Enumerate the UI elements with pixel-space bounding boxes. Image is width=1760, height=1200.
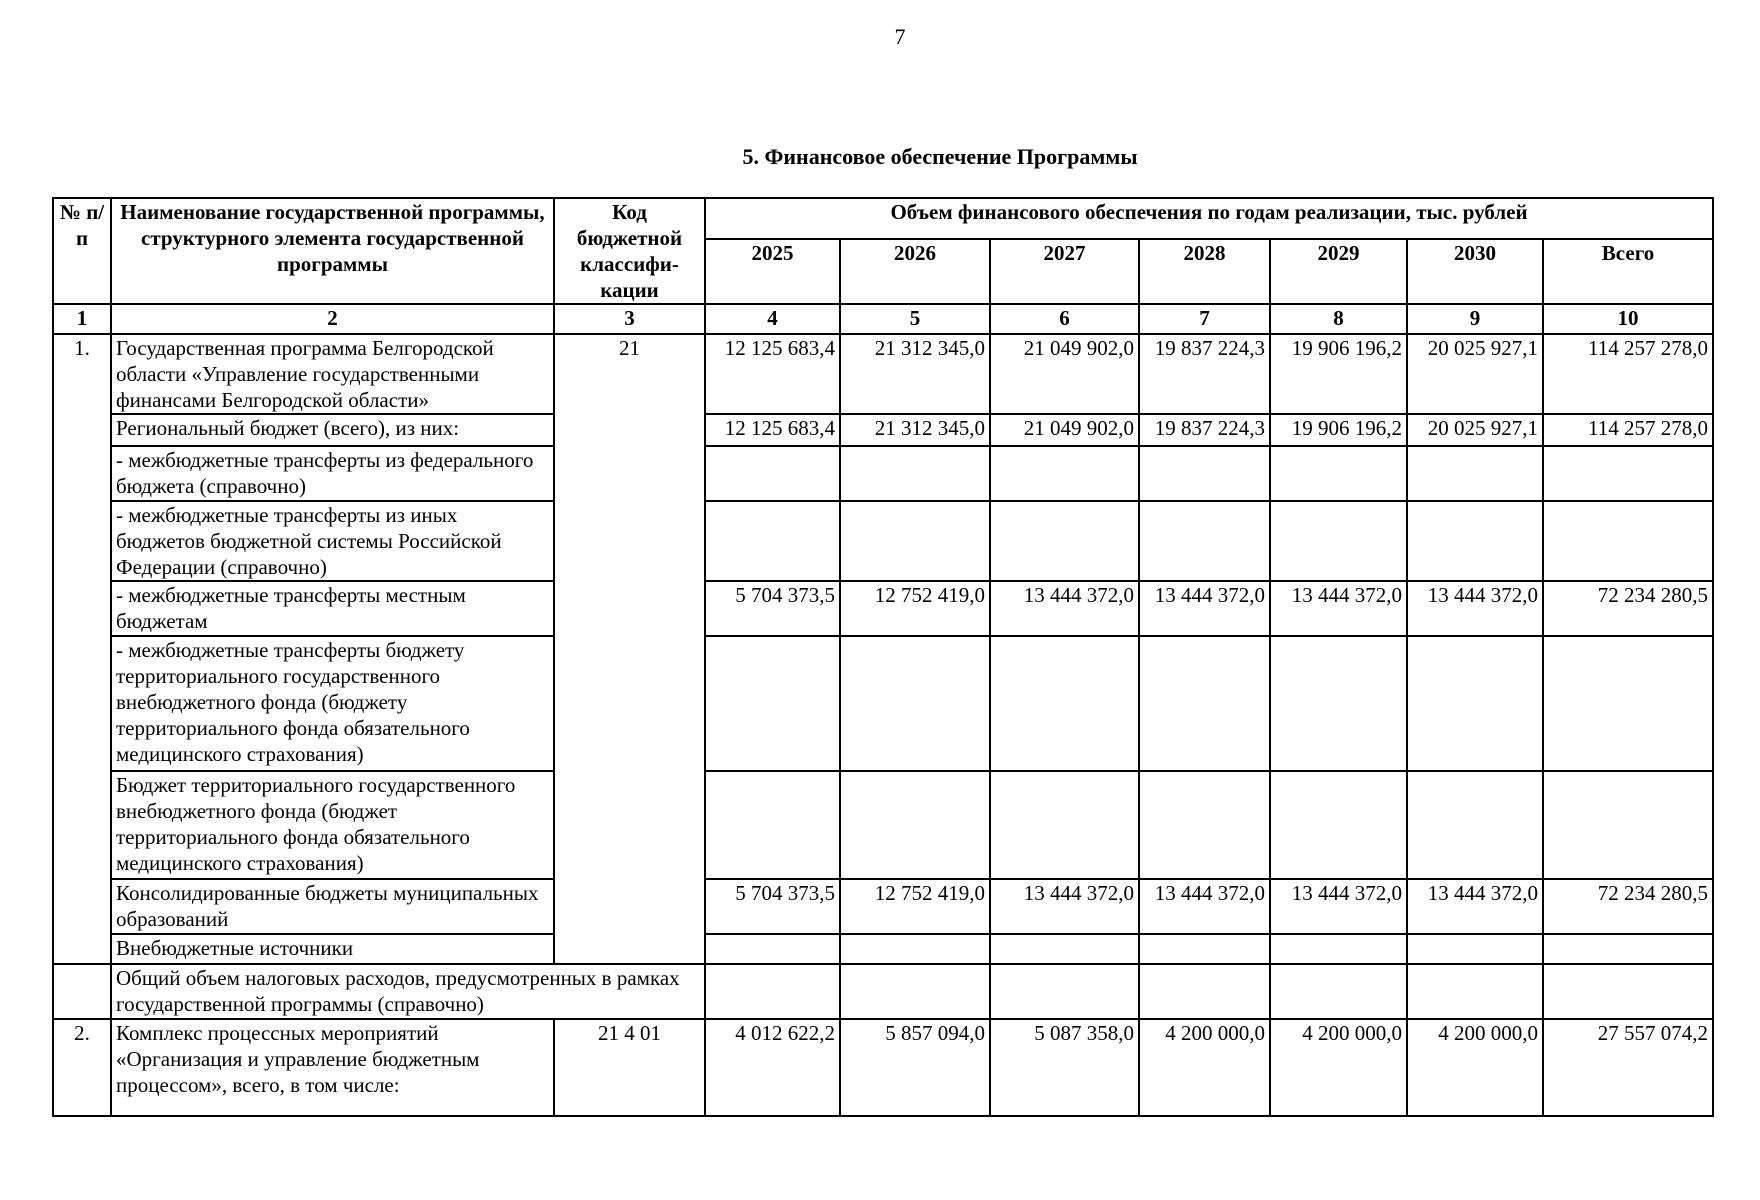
header-year: 2025: [705, 239, 840, 304]
value-cell: 12 125 683,4: [705, 334, 840, 414]
table-row: [53, 879, 1713, 934]
value-cell: [1270, 501, 1407, 581]
value-cell: [1543, 771, 1713, 879]
index-cell: 7: [1139, 304, 1270, 334]
value-cell: [1139, 636, 1270, 771]
value-cell: 13 444 372,0: [1139, 581, 1270, 636]
page-number: 7: [894, 24, 906, 49]
value-cell: 12 752 419,0: [840, 879, 990, 934]
value-cell: 13 444 372,0: [990, 581, 1139, 636]
value-cell: 12 125 683,4: [705, 414, 840, 446]
header-row-top: [53, 198, 1713, 239]
value-cell: 19 837 224,3: [1139, 334, 1270, 414]
value-cell: [1543, 446, 1713, 501]
row-code: 21: [554, 334, 705, 964]
index-cell: 5: [840, 304, 990, 334]
index-cell: 2: [111, 304, 554, 334]
row-code: 21 4 01: [554, 1019, 705, 1116]
header-year: 2029: [1270, 239, 1407, 304]
value-cell: [1139, 964, 1270, 1019]
value-cell: 13 444 372,0: [1270, 879, 1407, 934]
row-name: Консолидированные бюджеты муниципальных образований: [111, 879, 554, 934]
value-cell: 5 087 358,0: [990, 1019, 1139, 1116]
row-name: Общий объем налоговых расходов, предусмотренных в рамках государственной программы (справочно): [111, 964, 705, 1019]
value-cell: 13 444 372,0: [1139, 879, 1270, 934]
value-cell: [1270, 771, 1407, 879]
value-cell: [705, 934, 840, 964]
value-cell: 19 906 196,2: [1270, 414, 1407, 446]
table-row: [53, 501, 1713, 581]
value-cell: [1407, 501, 1543, 581]
value-cell: [705, 501, 840, 581]
header-name: Наименование государственной программы, структурного элемента государственной программы: [111, 198, 554, 304]
row-name: - межбюджетные трансферты из федерального бюджета (справочно): [111, 446, 554, 501]
value-cell: [1407, 771, 1543, 879]
value-cell: [705, 446, 840, 501]
value-cell: 4 200 000,0: [1407, 1019, 1543, 1116]
value-cell: 114 257 278,0: [1543, 334, 1713, 414]
value-cell: 20 025 927,1: [1407, 414, 1543, 446]
value-cell: 21 049 902,0: [990, 414, 1139, 446]
table-row: [53, 964, 1713, 1019]
value-cell: [1543, 964, 1713, 1019]
value-cell: [705, 964, 840, 1019]
header-volume: Объем финансового обеспечения по годам реализации, тыс. рублей: [705, 198, 1713, 239]
value-cell: [840, 501, 990, 581]
row-name: Государственная программа Белгородской области «Управление государственными финансами Белгородской области»: [111, 334, 554, 414]
index-cell: 1: [53, 304, 111, 334]
value-cell: 27 557 074,2: [1543, 1019, 1713, 1116]
value-cell: 72 234 280,5: [1543, 879, 1713, 934]
value-cell: [1407, 964, 1543, 1019]
row-name: Региональный бюджет (всего), из них:: [111, 414, 554, 446]
index-cell: 8: [1270, 304, 1407, 334]
value-cell: 4 012 622,2: [705, 1019, 840, 1116]
table-row: [53, 446, 1713, 501]
value-cell: [1407, 934, 1543, 964]
index-cell: 4: [705, 304, 840, 334]
value-cell: 19 906 196,2: [1270, 334, 1407, 414]
index-cell: 3: [554, 304, 705, 334]
row-name: - межбюджетные трансферты бюджету территориального государственного внебюджетного фонда (бюджету территориального фонда обязательного медицинского страхования): [111, 636, 554, 771]
table-row: [53, 934, 1713, 964]
value-cell: 114 257 278,0: [1543, 414, 1713, 446]
header-year: 2026: [840, 239, 990, 304]
value-cell: [1270, 934, 1407, 964]
value-cell: 20 025 927,1: [1407, 334, 1543, 414]
row-name: - межбюджетные трансферты из иных бюджетов бюджетной системы Российской Федерации (справочно): [111, 501, 554, 581]
header-index-row: [53, 304, 1713, 334]
value-cell: [1270, 636, 1407, 771]
value-cell: 13 444 372,0: [1407, 581, 1543, 636]
value-cell: [840, 934, 990, 964]
value-cell: 21 312 345,0: [840, 334, 990, 414]
row-name: Внебюджетные источники: [111, 934, 554, 964]
index-cell: 6: [990, 304, 1139, 334]
value-cell: [990, 934, 1139, 964]
value-cell: 5 704 373,5: [705, 879, 840, 934]
table-row: [53, 334, 1713, 414]
row-num: 1.: [53, 334, 111, 964]
value-cell: 4 200 000,0: [1139, 1019, 1270, 1116]
value-cell: 72 234 280,5: [1543, 581, 1713, 636]
header-code: Код бюджетной классифи-кации: [554, 198, 705, 304]
value-cell: [840, 771, 990, 879]
value-cell: [1139, 446, 1270, 501]
value-cell: 19 837 224,3: [1139, 414, 1270, 446]
value-cell: [1543, 636, 1713, 771]
table-row: [53, 636, 1713, 771]
header-num: № п/п: [53, 198, 111, 304]
value-cell: [990, 446, 1139, 501]
value-cell: 21 049 902,0: [990, 334, 1139, 414]
table-row: [53, 414, 1713, 446]
header-total: Всего: [1543, 239, 1713, 304]
value-cell: [1407, 446, 1543, 501]
section-title: 5. Финансовое обеспечение Программы: [742, 144, 1138, 169]
header-year: 2027: [990, 239, 1139, 304]
value-cell: 12 752 419,0: [840, 581, 990, 636]
value-cell: [990, 771, 1139, 879]
value-cell: [1139, 934, 1270, 964]
value-cell: [705, 636, 840, 771]
value-cell: [840, 636, 990, 771]
row-num: 2.: [53, 1019, 111, 1116]
table-row: [53, 771, 1713, 879]
value-cell: 4 200 000,0: [1270, 1019, 1407, 1116]
value-cell: [1407, 636, 1543, 771]
financing-table: [52, 197, 1714, 1117]
value-cell: 5 857 094,0: [840, 1019, 990, 1116]
value-cell: [840, 446, 990, 501]
index-cell: 9: [1407, 304, 1543, 334]
value-cell: [840, 964, 990, 1019]
header-year: 2028: [1139, 239, 1270, 304]
row-name: Бюджет территориального государственного внебюджетного фонда (бюджет территориального фонда обязательного медицинского страхования): [111, 771, 554, 879]
row-num: [53, 964, 111, 1019]
value-cell: [1543, 501, 1713, 581]
table-row: [53, 1019, 1713, 1116]
value-cell: 21 312 345,0: [840, 414, 990, 446]
value-cell: [1270, 446, 1407, 501]
value-cell: [1270, 964, 1407, 1019]
row-name: Комплекс процессных мероприятий «Организация и управление бюджетным процессом», всего, в том числе:: [111, 1019, 554, 1116]
index-cell: 10: [1543, 304, 1713, 334]
value-cell: [705, 771, 840, 879]
value-cell: [990, 501, 1139, 581]
value-cell: [1543, 934, 1713, 964]
value-cell: [990, 964, 1139, 1019]
value-cell: [990, 636, 1139, 771]
value-cell: [1139, 771, 1270, 879]
value-cell: [1139, 501, 1270, 581]
value-cell: 13 444 372,0: [1407, 879, 1543, 934]
header-year: 2030: [1407, 239, 1543, 304]
value-cell: 5 704 373,5: [705, 581, 840, 636]
row-name: - межбюджетные трансферты местным бюджетам: [111, 581, 554, 636]
value-cell: 13 444 372,0: [1270, 581, 1407, 636]
table-row: [53, 581, 1713, 636]
value-cell: 13 444 372,0: [990, 879, 1139, 934]
